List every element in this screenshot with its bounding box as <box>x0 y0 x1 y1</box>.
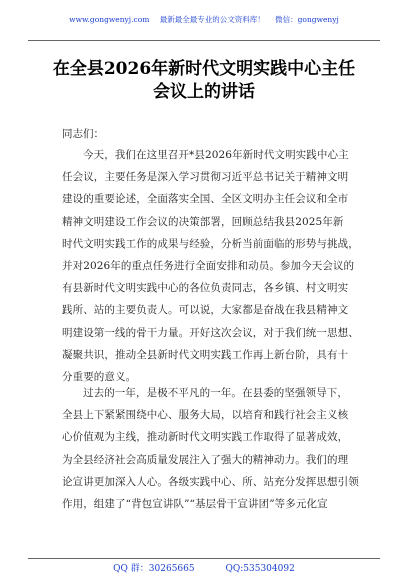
paragraph-line: 全县上下紧紧围绕中心、服务大局，以培育和践行社会主义核 <box>62 409 349 422</box>
paragraph-line: 凝聚共识，推动全县新时代文明实践工作再上新台阶，具有十 <box>62 348 349 361</box>
paragraph-line: 为全县经济社会高质量发展注入了强大的精神动力。我们的理 <box>62 453 349 466</box>
paragraph-line: 任会议，主要任务是深入学习贯彻习近平总书记关于精神文明 <box>62 171 349 184</box>
paragraph-line: 践所、站的主要负责人。可以说，大家都是奋战在我县精神文 <box>62 304 349 317</box>
paragraph-line: 并对2026年的重点任务进行全面安排和动员。参加今天会议的 <box>62 260 355 273</box>
header-wechat: 微信：gongwenyj <box>275 15 339 24</box>
page-header <box>0 0 408 40</box>
paragraph-line: 作用，组建了“背包宣讲队”“基层骨干宣讲团”等多元化宣 <box>62 498 328 511</box>
paragraph-line: 过去的一年，是极不平凡的一年。在县委的坚强领导下， <box>83 387 348 399</box>
paragraph-line: 今天，我们在这里召开*县2026年新时代文明实践中心主 <box>83 149 349 161</box>
page-footer <box>0 558 408 580</box>
title-line-1: 在全县2026年新时代文明实践中心主任 <box>52 59 356 79</box>
paragraph-line: 论宣讲更加深入人心。各级实践中心、所、站充分发挥思想引领 <box>62 475 359 488</box>
paragraph-line: 分重要的意义。 <box>62 371 137 384</box>
paragraph-1 <box>62 144 362 388</box>
paragraph-line: 明建设第一线的骨干力量。开好这次会议，对于我们统一思想、 <box>62 326 359 339</box>
paragraph-line: 时代文明实践工作的成果与经验，分析当前面临的形势与挑战， <box>62 237 359 250</box>
paragraph-line: 心价值观为主线，推动新时代文明实践工作取得了显著成效， <box>62 431 349 444</box>
title-line-2: 会议上的讲话 <box>153 82 255 102</box>
header-divider <box>28 40 380 41</box>
paragraph-line: 建设的重要论述，全面落实全国、全区文明办主任会议和全市 <box>62 193 349 206</box>
paragraph-2 <box>62 382 362 515</box>
document-title <box>40 58 368 104</box>
footer-qq-group: QQ 群：30265665 <box>113 564 195 574</box>
header-slogan: 最新最全最专业的公文资料库！ <box>159 15 265 24</box>
paragraph-line: 精神文明建设工作会议的决策部署，回顾总结我县2025年新 <box>62 215 344 228</box>
footer-qq: QQ:535304092 <box>225 564 295 574</box>
paragraph-line: 有县新时代文明实践中心的各位负责同志，各乡镇、村文明实 <box>62 282 349 295</box>
salutation: 同志们： <box>62 128 104 140</box>
header-website[interactable]: www.gongwenyj.com <box>69 15 150 24</box>
